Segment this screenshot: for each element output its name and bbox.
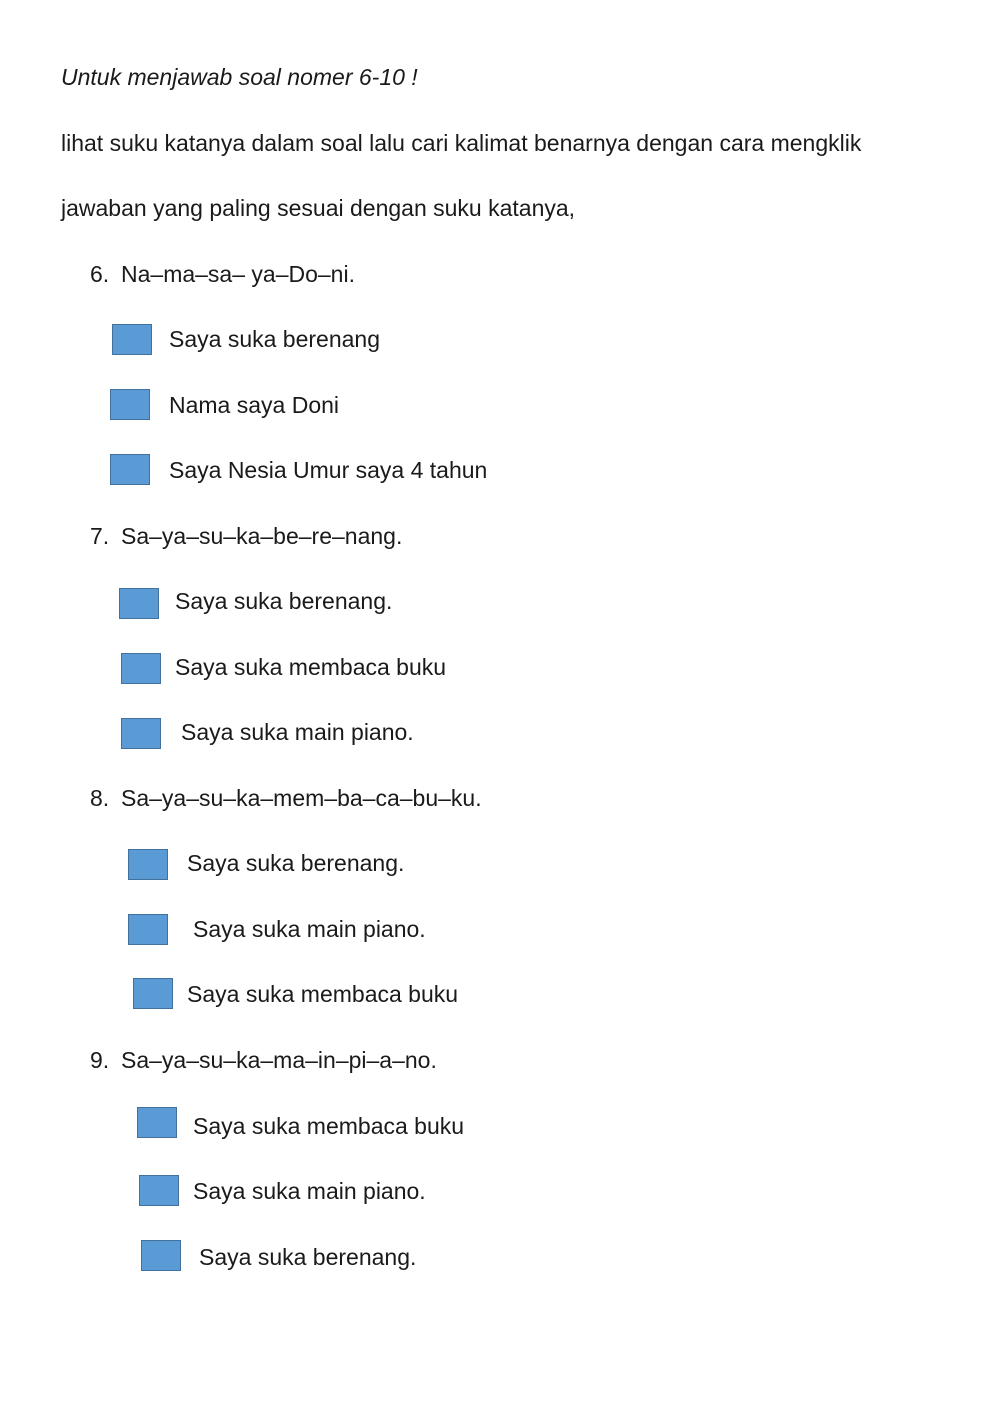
answer-option[interactable]: Saya suka main piano.: [181, 719, 414, 745]
answer-checkbox[interactable]: [128, 914, 168, 945]
answer-option[interactable]: Saya suka berenang.: [187, 850, 405, 876]
answer-option[interactable]: Saya suka berenang: [169, 326, 380, 352]
answer-option[interactable]: Saya suka main piano.: [193, 1178, 426, 1204]
answer-option[interactable]: Saya suka membaca buku: [193, 1113, 465, 1139]
answer-option[interactable]: Saya Nesia Umur saya 4 tahun: [169, 457, 488, 483]
answer-option[interactable]: Saya suka main piano.: [193, 916, 426, 942]
answer-checkbox[interactable]: [121, 718, 161, 749]
answer-checkbox[interactable]: [137, 1107, 177, 1138]
answer-option[interactable]: Nama saya Doni: [169, 392, 340, 418]
instruction-line-2: jawaban yang paling sesuai dengan suku katanya,: [61, 195, 576, 221]
question-8-number: 8.: [90, 785, 110, 811]
answer-option[interactable]: Saya suka berenang.: [175, 588, 393, 614]
instruction-line-1: lihat suku katanya dalam soal lalu cari kalimat benarnya dengan cara mengklik: [61, 130, 862, 156]
answer-checkbox[interactable]: [110, 454, 150, 485]
question-8-prompt: Sa–ya–su–ka–mem–ba–ca–bu–ku.: [121, 785, 482, 811]
section-heading: Untuk menjawab soal nomer 6-10 !: [61, 64, 418, 90]
question-6-prompt: Na–ma–sa– ya–Do–ni.: [121, 261, 355, 287]
answer-checkbox[interactable]: [119, 588, 159, 619]
question-9-prompt: Sa–ya–su–ka–ma–in–pi–a–no.: [121, 1047, 437, 1073]
answer-checkbox[interactable]: [128, 849, 168, 880]
answer-checkbox[interactable]: [141, 1240, 181, 1271]
question-9-number: 9.: [90, 1047, 110, 1073]
answer-checkbox[interactable]: [139, 1175, 179, 1206]
answer-checkbox[interactable]: [121, 653, 161, 684]
answer-checkbox[interactable]: [110, 389, 150, 420]
question-6-number: 6.: [90, 261, 110, 287]
answer-option[interactable]: Saya suka membaca buku: [187, 981, 459, 1007]
answer-option[interactable]: Saya suka berenang.: [199, 1244, 417, 1270]
answer-checkbox[interactable]: [133, 978, 173, 1009]
question-7-prompt: Sa–ya–su–ka–be–re–nang.: [121, 523, 403, 549]
question-7-number: 7.: [90, 523, 110, 549]
answer-checkbox[interactable]: [112, 324, 152, 355]
answer-option[interactable]: Saya suka membaca buku: [175, 654, 447, 680]
